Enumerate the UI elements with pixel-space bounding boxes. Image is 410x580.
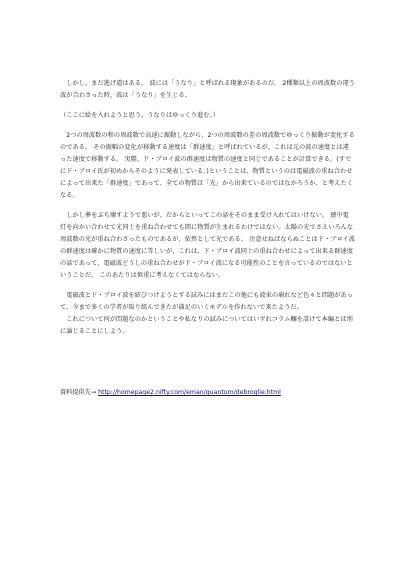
paragraph-group-velocity <box>60 130 355 202</box>
paragraph-text: 2つの周波数の和の周波数で高速に振動しながら、2つの周波数の差の周波数でゆっくり振動が変化するのである。 その振幅の変化が移動する速度は「群速度」と呼ばれているが、これは元の波の速度とは違った速度で移動する。 実際、ド・ブロイ波の群速度は物質の速度と同じであることが計算できる。(すでにド・ブロイ氏が初めからそのように発表している。)ということは、物質というのは電磁波の重ね合わせによって出来た「群速度」であって、全ての物質は「光」から出来ているのではなかろうか、と考えたくなる。 <box>60 132 355 199</box>
paragraph-text: しかし夢をぶち壊すようで悪いが、だからといってこの話をそのまま受け入れてはいけない。 徳中電灯を向かい合わせて光同士を重ね合わせても間に物質が生まれるわけではない。太陽の光でさえいろんな周波数の光が重ね合わさったものであるが、依然として光である。 注意せねばならぬことはド・ブロイ波の群速度は確かに物質の速度に等しいが、これは、ド・ブロイ波同士の重ね合わせによって出来る群速度の話であって、電磁波どうしの重ね合わせがド・ブロイ波になる可能性のことを言っているのではないということだ。 このあたりは慎重に考えなくてはならない。 <box>60 212 355 279</box>
paragraph-figure-note <box>60 110 355 122</box>
paragraph-text: しかし、まだ逃げ道はある。 波には「うなり」と呼ばれる現象があるのだ。 2種類以上の周波数の違う波が合わさった時、波は「うなり」を生じる。 <box>60 80 355 99</box>
paragraph-text: （ここに絵を入れようと思う。うなりはゆっくり進む。） <box>60 112 220 119</box>
source-reference <box>60 387 360 399</box>
paragraph-caution <box>60 210 355 282</box>
paragraph-conclusion <box>60 290 355 338</box>
document-body <box>60 78 355 346</box>
paragraph-text: これについて何が問題なのかということや私なりの試みについてはいずれコラム欄を設けて本編とは別に論じることにしよう。 <box>60 316 353 335</box>
source-label: 資料提供先→ <box>60 389 97 396</box>
paragraph-text: 電磁波とド・ブロイ波を結びつけようとする試みにはまだこの他にも波束の崩れなど色々と問題があって、今まで多くの学者が取り組んできたが満足のいくモデルを作れないで来たようだ。 <box>60 292 353 311</box>
paragraph-beat-intro <box>60 78 355 102</box>
source-link[interactable]: http://homepage2.nifty.com/eman/quantum/debroglie.html <box>98 389 281 396</box>
